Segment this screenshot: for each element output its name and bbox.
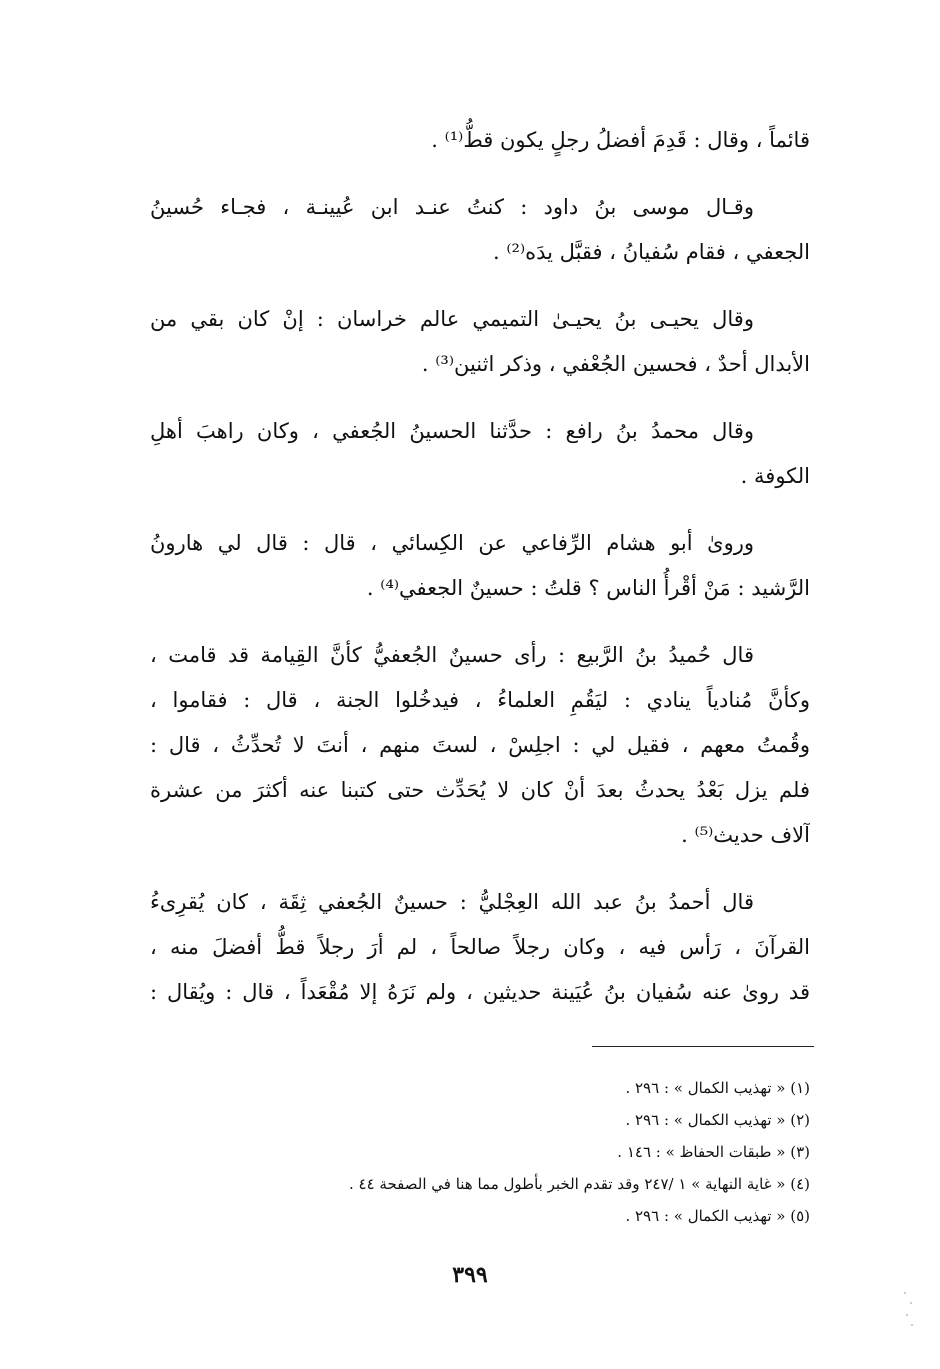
paragraph-3 bbox=[150, 297, 810, 387]
text-line: وقُمتُ معهم ، فقيل لي : اجلِسْ ، لستَ منهم ، أنتَ لا تُحدِّثُ ، قال : bbox=[150, 733, 810, 757]
paragraph-7 bbox=[150, 880, 810, 1015]
scan-speck bbox=[906, 1314, 908, 1316]
paragraph-5 bbox=[150, 521, 810, 611]
text-line: الرَّشيد : مَنْ أقْرأُ الناس ؟ قلتُ : حسينٌ الجعفي⁽⁴⁾ . bbox=[366, 576, 810, 600]
text-line: وقـال موسى بنُ داود : كنتُ عنـد ابن عُيينـة ، فجـاء حُسينُ bbox=[150, 195, 754, 219]
text-line: وكأنَّ مُنادياً ينادي : ليَقُمِ العلماءُ ، فيدخُلوا الجنة ، قال : فقاموا ، bbox=[150, 688, 810, 712]
footnote: (٤) « غاية النهاية » ١ /٢٤٧ وقد تقدم الخبر بأطول مما هنا في الصفحة ٤٤ . bbox=[348, 1175, 810, 1193]
footnote: (٢) « تهذيب الكمال » : ٢٩٦ . bbox=[625, 1111, 810, 1129]
footnote: (٣) « طبقات الحفاظ » : ١٤٦ . bbox=[617, 1143, 810, 1161]
scan-speck bbox=[910, 1302, 912, 1304]
scan-speck bbox=[904, 1292, 906, 1294]
text-line: وروىٰ أبو هشام الرِّفاعي عن الكِسائي ، قال : قال لي هارونُ bbox=[150, 531, 754, 555]
text-line: آلاف حديث⁽⁵⁾ . bbox=[681, 823, 810, 847]
text-line: قد روىٰ عنه سُفيان بنُ عُيَينة حديثين ، ولم نَرَهُ إلا مُقْعَداً ، قال : ويُقال : bbox=[150, 980, 810, 1004]
text-line: الأبدال أحدٌ ، فحسين الجُعْفي ، وذكر اثنين⁽³⁾ . bbox=[421, 352, 810, 376]
paragraph-1 bbox=[150, 118, 810, 163]
paragraph-4 bbox=[150, 409, 810, 499]
text-line: الكوفة . bbox=[740, 464, 810, 488]
text-line: القرآنَ ، رَأس فيه ، وكان رجلاً صالحاً ، لم أرَ رجلاً قطُّ أفضلَ منه ، bbox=[150, 935, 810, 959]
paragraph-6 bbox=[150, 633, 810, 858]
page-number: ٣٩٩ bbox=[452, 1262, 488, 1288]
paragraph-2 bbox=[150, 185, 810, 275]
text-line: قال أحمدُ بنُ عبد الله العِجْليُّ : حسينٌ الجُعفي ثِقَة ، كان يُقرِىءُ bbox=[150, 890, 754, 914]
text-line: فلم يزل بَعْدُ يحدثُ بعدَ أنْ كان لا يُحَدِّث حتى كتبنا عنه أكثرَ من عشرة bbox=[150, 778, 810, 802]
text-line: الجعفي ، فقام سُفيانُ ، فقبَّل يدَه⁽²⁾ . bbox=[493, 240, 810, 264]
footnote: (٥) « تهذيب الكمال » : ٢٩٦ . bbox=[625, 1207, 810, 1225]
text-line: قال حُميدُ بنُ الرَّبيع : رأى حسينٌ الجُعفيُّ كأنَّ القِيامة قد قامت ، bbox=[150, 643, 754, 667]
scan-noise bbox=[902, 1290, 914, 1330]
text-line: وقال محمدُ بنُ رافع : حدَّثنا الحسينُ الجُعفي ، وكان راهبَ أهلِ bbox=[150, 419, 754, 443]
text-line: قائماً ، وقال : قَدِمَ أفضلُ رجلٍ يكون قطُّ⁽¹⁾ . bbox=[431, 128, 810, 152]
text-line: وقال يحيـى بنُ يحيـىٰ التميمي عالم خراسان : إنْ كان بقي من bbox=[150, 307, 754, 331]
scan-speck bbox=[911, 1324, 913, 1326]
main-text bbox=[150, 118, 810, 1037]
footnote: (١) « تهذيب الكمال » : ٢٩٦ . bbox=[625, 1079, 810, 1097]
footnote-divider bbox=[592, 1046, 814, 1047]
footnotes bbox=[150, 1072, 810, 1232]
